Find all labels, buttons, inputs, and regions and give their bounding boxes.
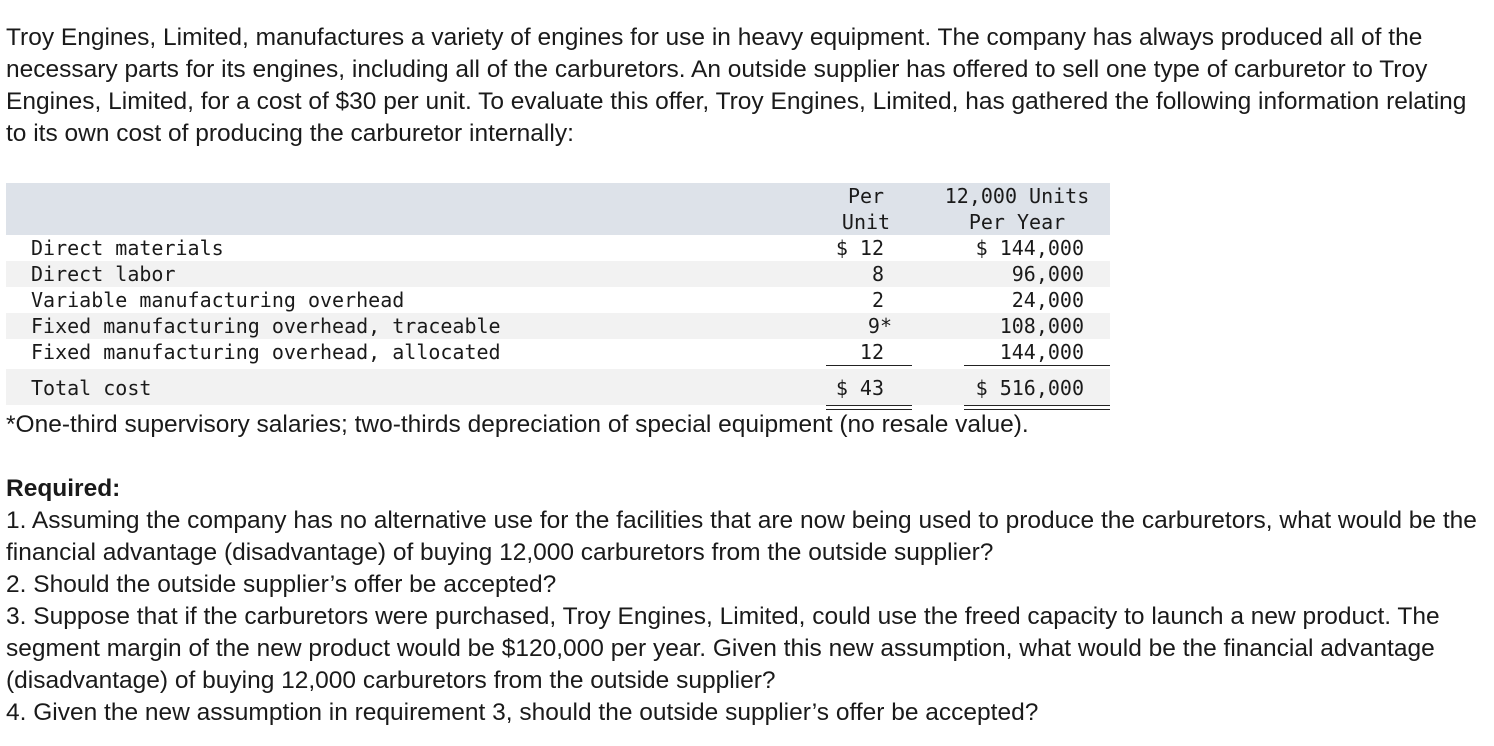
- row-label: Direct labor: [31, 262, 176, 286]
- per-year-header-line2: Per Year: [968, 210, 1066, 234]
- table-row-direct-labor: [6, 261, 1110, 287]
- per-year-value: $ 144,000: [975, 236, 1084, 260]
- per-year-value: 96,000: [1011, 262, 1084, 286]
- per-unit-value: 12: [859, 340, 884, 364]
- table-footnote: *One-third supervisory salaries; two-thirds depreciation of special equipment (no resale value).: [6, 411, 1029, 438]
- total-per-year-value: $ 516,000: [975, 376, 1084, 400]
- per-year-header: [924, 183, 1110, 235]
- required-section: [6, 473, 1490, 729]
- per-unit-value: 8: [871, 262, 884, 286]
- table-header: [6, 183, 1110, 235]
- row-label: Variable manufacturing overhead: [31, 288, 405, 312]
- row-label: Direct materials: [31, 236, 224, 260]
- per-unit-header-line2: Unit: [841, 210, 891, 234]
- problem-intro: Troy Engines, Limited, manufactures a variety of engines for use in heavy equipment. The company has always produced all of the necessary parts for its engines, including all of the carburetors. An outside supplier has offered to sell one type of carburetor to Troy Engines, Limited, for a cost of $30 per unit. To evaluate this offer, Troy Engines, Limited, has gathered the following information relating to its own cost of producing the carburetor internally:: [6, 24, 1467, 147]
- per-unit-value: 9*: [867, 314, 892, 338]
- total-per-unit-value: $ 43: [835, 376, 884, 400]
- subtotal-rule-unit: [826, 365, 912, 366]
- table-row-variable-overhead: [6, 287, 1110, 313]
- row-label: Fixed manufacturing overhead, allocated: [31, 340, 501, 364]
- per-unit-header-line1: Per: [847, 184, 885, 208]
- row-label: Fixed manufacturing overhead, traceable: [31, 314, 501, 338]
- table-row-fixed-overhead-traceable: [6, 313, 1110, 339]
- question-4: 4. Given the new assumption in requirement 3, should the outside supplier’s offer be accepted?: [6, 699, 1039, 726]
- table-row-fixed-overhead-allocated: [6, 339, 1110, 365]
- total-label: Total cost: [31, 376, 152, 400]
- question-3: 3. Suppose that if the carburetors were purchased, Troy Engines, Limited, could use the freed capacity to launch a new product. The segment margin of the new product would be $120,000 per year. Given this new assumption, what would be the financial advantage (disadvantage) of buying 12,000 carburetors from the outside supplier?: [6, 603, 1440, 694]
- required-heading: Required:: [6, 475, 121, 502]
- per-year-value: 24,000: [1011, 288, 1084, 312]
- per-year-header-line1: 12,000 Units: [944, 184, 1090, 208]
- per-unit-header: [820, 183, 912, 235]
- table-row-total: [6, 369, 1110, 405]
- cost-table: [6, 183, 1110, 405]
- question-2: 2. Should the outside supplier’s offer be accepted?: [6, 571, 557, 598]
- per-year-value: 108,000: [999, 314, 1084, 338]
- per-year-value: 144,000: [999, 340, 1084, 364]
- subtotal-rule-year: [964, 365, 1110, 366]
- table-row-direct-materials: [6, 235, 1110, 261]
- per-unit-value: $ 12: [835, 236, 884, 260]
- question-1: 1. Assuming the company has no alternative use for the facilities that are now being used to produce the carburetors, what would be the financial advantage (disadvantage) of buying 12,000 carburetors from the outside supplier?: [6, 507, 1477, 566]
- per-unit-value: 2: [871, 288, 884, 312]
